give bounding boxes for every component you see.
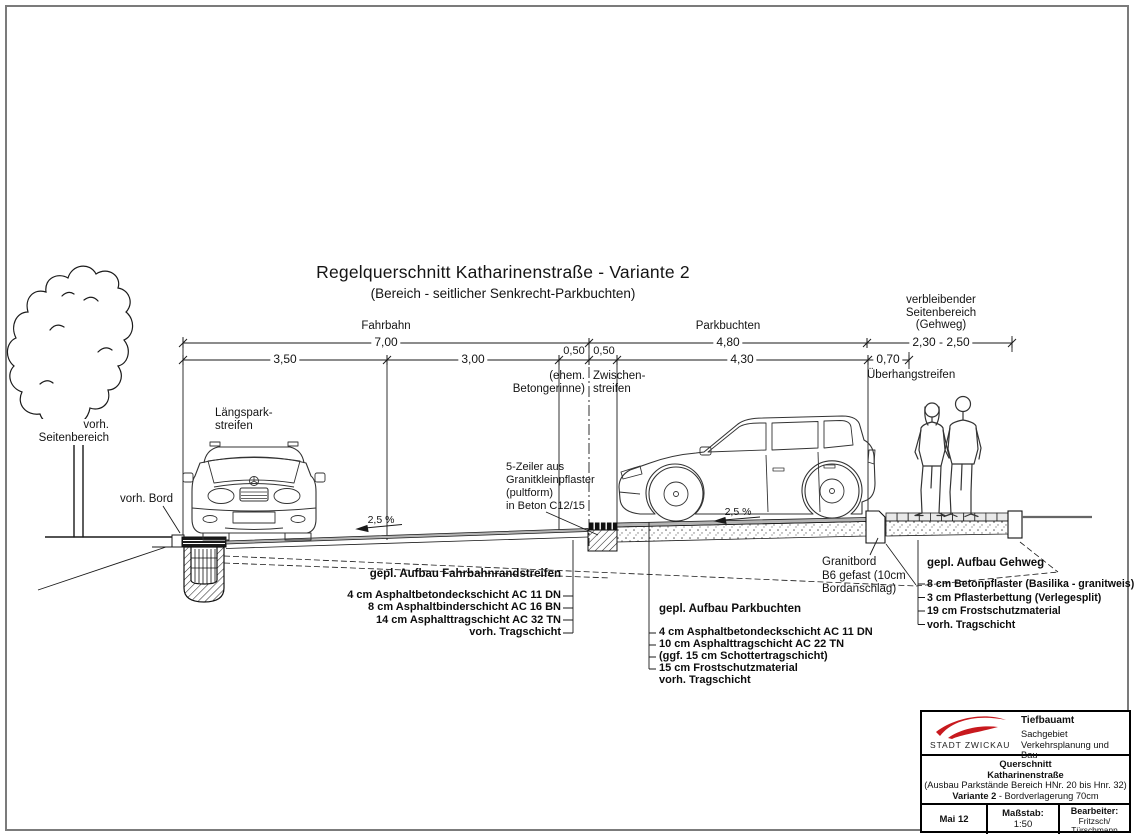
project-line3: (Ausbau Parkstände Bereich HNr. 20 bis Hnr. 32) <box>924 780 1127 790</box>
fahrbahnrand-item: 14 cm Asphalttragschicht AC 32 TN <box>375 613 561 626</box>
fuenf-zeiler-line2: Granitkleinpflaster <box>506 474 595 486</box>
drawing-date: Mai 12 <box>922 805 988 834</box>
label-betongerinne <box>513 370 585 396</box>
variant-name: Variante 2 <box>952 790 997 801</box>
project-line2: Katharinenstraße <box>987 769 1064 780</box>
fahrbahnrand-item: 8 cm Asphaltbinderschicht AC 16 BN <box>368 601 561 614</box>
vorh-seitenbereich-line2: Seitenbereich <box>38 432 109 444</box>
fuenf-zeiler-line3: (pultform) <box>506 487 554 499</box>
title-block-footer-row <box>922 805 1129 834</box>
dim-300: 3,00 <box>458 353 487 366</box>
granitbord-line1: Granitbord <box>822 556 877 568</box>
label-slope-left: 2,5 % <box>367 514 395 526</box>
dim-350: 3,50 <box>270 353 299 366</box>
seitenbereich-line3: (Gehweg) <box>915 319 967 332</box>
gehweg-item: 8 cm Betonpflaster (Basilika - granitweis) <box>927 578 1134 590</box>
dim-050b: 0,50 <box>593 345 615 357</box>
dim-parkbuchten-value: 4,80 <box>713 336 742 349</box>
label-vorh-bord: vorh. Bord <box>120 493 174 505</box>
title-block-header-row <box>922 712 1129 760</box>
pedestrians <box>915 397 981 517</box>
fahrbahnrand-items <box>347 589 561 638</box>
fahrbahnrand-header: gepl. Aufbau Fahrbahnrandstreifen <box>369 568 561 580</box>
office-name: Tiefbauamt <box>1021 715 1075 726</box>
dim-fahrbahn-value: 7,00 <box>371 336 400 349</box>
logo-text: STADT ZWICKAU <box>930 740 1011 750</box>
dim-430: 4,30 <box>727 353 756 366</box>
dim-parkbuchten-label: Parkbuchten <box>695 320 761 332</box>
granite-curb <box>866 511 885 543</box>
parkbuchten-header: gepl. Aufbau Parkbuchten <box>659 603 802 615</box>
dim-fahrbahn-label: Fahrbahn <box>361 320 411 332</box>
dim-seitenbereich-value: 2,30 - 2,50 <box>909 336 972 349</box>
drawing-subtitle: (Bereich - seitlicher Senkrecht-Parkbuchten) <box>370 286 636 301</box>
scale-value: 1:50 <box>1013 819 1033 830</box>
parkbuchten-item: 4 cm Asphaltbetondeckschicht AC 11 DN <box>659 626 873 638</box>
stadt-zwickau-logo <box>922 712 1019 754</box>
editor-cell <box>1060 805 1129 834</box>
seitenbereich-line1: verbleibender <box>906 294 976 306</box>
vorh-seitenbereich-line1: vorh. <box>83 419 109 431</box>
fahrbahnrand-item: vorh. Tragschicht <box>469 625 561 638</box>
zwischenstreifen-line2: streifen <box>593 383 631 395</box>
project-variant-line <box>922 791 1129 802</box>
ground-left <box>38 535 184 590</box>
gehweg-item: vorh. Tragschicht <box>927 618 1016 631</box>
drawing-title: Regelquerschnitt Katharinenstraße - Variante 2 <box>316 262 690 282</box>
project-info <box>922 756 1129 805</box>
parking-bay-layers <box>617 518 866 543</box>
zwischenstreifen-line1: Zwischen- <box>593 370 646 382</box>
label-laengsparkstreifen <box>215 407 273 433</box>
granitbord-line2: B6 gefast (10cm <box>822 569 906 582</box>
fahrbahnrand-item: 4 cm Asphaltbetondeckschicht AC 11 DN <box>347 589 561 601</box>
label-granitbord <box>822 556 906 597</box>
betongerinne-line2: Betongerinne) <box>512 383 585 395</box>
label-zwischenstreifen <box>593 370 645 396</box>
fuenf-zeiler-line4: in Beton C12/15 <box>506 500 585 512</box>
dim-070: 0,70 <box>873 353 902 366</box>
gehweg-items <box>927 578 1134 632</box>
editor-name-line2: Türschmann <box>1071 824 1118 835</box>
project-line1: Querschnitt <box>999 759 1052 769</box>
parkbuchten-item: vorh. Tragschicht <box>659 674 751 686</box>
betongerinne-line1: (ehem. <box>549 370 585 382</box>
car-front-view <box>183 442 325 540</box>
dim-050a: 0,50 <box>563 345 585 357</box>
laengspark-line2: streifen <box>215 420 253 432</box>
title-block <box>920 710 1131 833</box>
scale-cell <box>988 805 1060 834</box>
department-info <box>1019 712 1129 760</box>
fuenf-zeiler-line1: 5-Zeiler aus <box>506 461 565 473</box>
label-fuenf-zeiler <box>506 461 595 513</box>
dim-seitenbereich-label <box>906 294 976 332</box>
gehweg-item: 3 cm Pflasterbettung (Verlegesplit) <box>927 591 1102 604</box>
label-ueberhangstreifen: Überhangstreifen <box>867 369 956 381</box>
gehweg-item: 19 cm Frostschutzmaterial <box>927 605 1061 617</box>
label-slope-right: 2,5 % <box>724 506 752 518</box>
tree <box>7 266 132 537</box>
editor-label: Bearbeiter: <box>1070 806 1119 816</box>
laengspark-line1: Längspark- <box>215 407 273 419</box>
variant-description: - Bordverlagerung 70cm <box>996 790 1099 801</box>
parkbuchten-item: (ggf. 15 cm Schottertragschicht) <box>659 650 828 662</box>
label-vorh-seitenbereich <box>36 419 112 445</box>
zwickau-swoosh-icon <box>922 712 1019 740</box>
roadway-surface <box>226 529 588 549</box>
granite-five-row-strip <box>588 523 617 551</box>
department-line1: Sachgebiet <box>1021 729 1068 739</box>
drain-gully <box>182 537 226 602</box>
parkbuchten-item: 15 cm Frostschutzmaterial <box>659 662 798 674</box>
parkbuchten-items <box>659 626 873 686</box>
scale-label: Maßstab: <box>1002 808 1044 819</box>
department-line2: Verkehrsplanung und Bau <box>1021 739 1109 760</box>
gehweg-header: gepl. Aufbau Gehweg <box>927 557 1045 569</box>
seitenbereich-line2: Seitenbereich <box>905 306 977 319</box>
parkbuchten-item: 10 cm Asphalttragschicht AC 22 TN <box>659 638 845 650</box>
granitbord-line3: Bordanschlag) <box>822 583 897 595</box>
editor-name-line1: Fritzsch/ <box>1078 815 1111 826</box>
